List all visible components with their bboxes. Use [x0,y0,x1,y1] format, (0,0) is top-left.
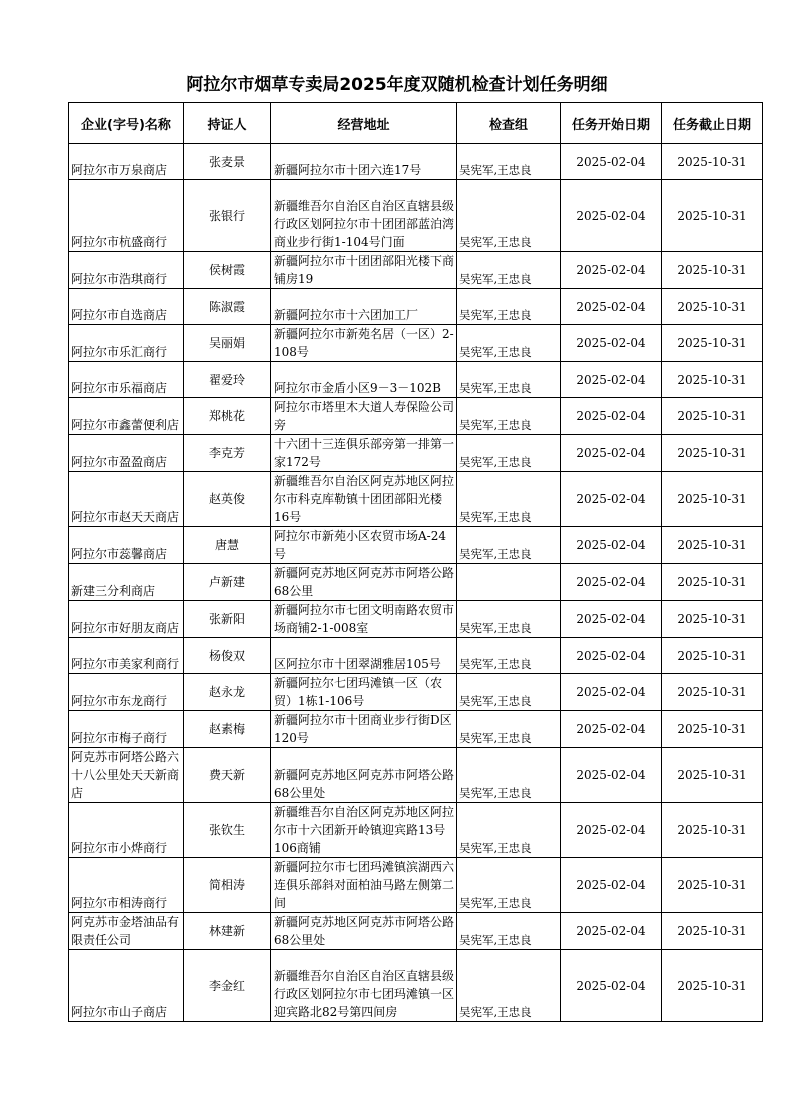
table-row [69,803,763,858]
business-address: 阿拉尔市金盾小区9－3－102B [271,362,457,398]
business-address: 新疆阿拉尔市七团文明南路农贸市场商铺2-1-008室 [271,601,457,638]
business-address: 新疆阿拉尔市十团商业步行街D区120号 [271,711,457,748]
inspection-group: 吴宪军,王忠良 [457,180,561,252]
table-row [69,289,763,325]
license-holder: 李金红 [184,950,271,1022]
company-name: 阿克苏市金塔油品有限责任公司 [69,913,184,950]
start-date: 2025-02-04 [561,527,662,564]
inspection-group: 吴宪军,王忠良 [457,398,561,435]
end-date: 2025-10-31 [662,748,763,803]
license-holder: 郑桃花 [184,398,271,435]
inspection-group: 吴宪军,王忠良 [457,252,561,289]
inspection-group: 吴宪军,王忠良 [457,601,561,638]
company-name: 阿拉尔市鑫蕾便利店 [69,398,184,435]
end-date: 2025-10-31 [662,564,763,601]
table-row [69,144,763,180]
company-name: 阿拉尔市好朋友商店 [69,601,184,638]
table-row [69,398,763,435]
business-address: 新疆阿拉尔市十团六连17号 [271,144,457,180]
business-address: 新疆维吾尔自治区自治区直辖县级行政区划阿拉尔市十团团部蓝泊湾商业步行街1-104号门面 [271,180,457,252]
company-name: 阿拉尔市相涛商行 [69,858,184,913]
license-holder: 陈淑霞 [184,289,271,325]
table-row [69,638,763,674]
business-address: 新疆维吾尔自治区自治区直辖县级行政区划阿拉尔市七团玛滩镇一区迎宾路北82号第四间房 [271,950,457,1022]
end-date: 2025-10-31 [662,803,763,858]
license-holder: 简相涛 [184,858,271,913]
company-name: 阿拉尔市赵天天商店 [69,472,184,527]
end-date: 2025-10-31 [662,711,763,748]
start-date: 2025-02-04 [561,711,662,748]
end-date: 2025-10-31 [662,913,763,950]
start-date: 2025-02-04 [561,362,662,398]
table-row [69,913,763,950]
company-name: 阿拉尔市杭盛商行 [69,180,184,252]
company-name: 新建三分利商店 [69,564,184,601]
start-date: 2025-02-04 [561,638,662,674]
inspection-group: 吴宪军,王忠良 [457,674,561,711]
inspection-group: 吴宪军,王忠良 [457,144,561,180]
license-holder: 赵英俊 [184,472,271,527]
company-name: 阿拉尔市乐福商店 [69,362,184,398]
start-date: 2025-02-04 [561,472,662,527]
start-date: 2025-02-04 [561,144,662,180]
end-date: 2025-10-31 [662,325,763,362]
table-row [69,472,763,527]
license-holder: 张麦景 [184,144,271,180]
table-row [69,435,763,472]
business-address: 新疆阿拉尔市十六团加工厂 [271,289,457,325]
company-name: 阿拉尔市东龙商行 [69,674,184,711]
start-date: 2025-02-04 [561,435,662,472]
company-name: 阿拉尔市浩琪商行 [69,252,184,289]
inspection-group: 吴宪军,王忠良 [457,803,561,858]
inspection-group: 吴宪军,王忠良 [457,748,561,803]
business-address: 阿拉尔市新苑小区农贸市场A-24号 [271,527,457,564]
end-date: 2025-10-31 [662,472,763,527]
start-date: 2025-02-04 [561,674,662,711]
table-row [69,858,763,913]
license-holder: 赵素梅 [184,711,271,748]
end-date: 2025-10-31 [662,435,763,472]
inspection-group: 吴宪军,王忠良 [457,289,561,325]
start-date: 2025-02-04 [561,252,662,289]
business-address: 新疆阿拉尔市七团玛滩镇滨湖西六连俱乐部斜对面柏油马路左侧第二间 [271,858,457,913]
company-name: 阿拉尔市美家利商行 [69,638,184,674]
table-row [69,180,763,252]
end-date: 2025-10-31 [662,601,763,638]
license-holder: 唐慧 [184,527,271,564]
header-address: 经营地址 [271,103,457,144]
business-address: 新疆阿克苏地区阿克苏市阿塔公路68公里 [271,564,457,601]
company-name: 阿拉尔市山子商店 [69,950,184,1022]
table-row [69,564,763,601]
business-address: 新疆阿克苏地区阿克苏市阿塔公路68公里处 [271,748,457,803]
inspection-plan-table [68,102,763,1022]
company-name: 阿拉尔市小烨商行 [69,803,184,858]
start-date: 2025-02-04 [561,748,662,803]
end-date: 2025-10-31 [662,858,763,913]
inspection-group: 吴宪军,王忠良 [457,858,561,913]
header-holder: 持证人 [184,103,271,144]
end-date: 2025-10-31 [662,398,763,435]
header-end-date: 任务截止日期 [662,103,763,144]
end-date: 2025-10-31 [662,362,763,398]
inspection-group: 吴宪军,王忠良 [457,527,561,564]
business-address: 新疆阿拉尔七团玛滩镇一区（农贸）1栋1-106号 [271,674,457,711]
start-date: 2025-02-04 [561,950,662,1022]
company-name: 阿拉尔市自选商店 [69,289,184,325]
company-name: 阿拉尔市蕊馨商店 [69,527,184,564]
business-address: 新疆阿拉尔市十团团部阳光楼下商铺房19 [271,252,457,289]
start-date: 2025-02-04 [561,858,662,913]
end-date: 2025-10-31 [662,950,763,1022]
start-date: 2025-02-04 [561,564,662,601]
start-date: 2025-02-04 [561,913,662,950]
business-address: 区阿拉尔市十团翠湖雅居105号 [271,638,457,674]
business-address: 新疆维吾尔自治区阿克苏地区阿拉尔市十六团新开岭镇迎宾路13号106商铺 [271,803,457,858]
business-address: 阿拉尔市塔里木大道人寿保险公司旁 [271,398,457,435]
table-row [69,950,763,1022]
company-name: 阿拉尔市梅子商行 [69,711,184,748]
inspection-group: 吴宪军,王忠良 [457,472,561,527]
start-date: 2025-02-04 [561,601,662,638]
company-name: 阿拉尔市乐汇商行 [69,325,184,362]
business-address: 新疆阿克苏地区阿克苏市阿塔公路68公里处 [271,913,457,950]
license-holder: 杨俊双 [184,638,271,674]
inspection-group [457,564,561,601]
inspection-group: 吴宪军,王忠良 [457,362,561,398]
page-title: 阿拉尔市烟草专卖局2025年度双随机检查计划任务明细 [186,75,608,95]
end-date: 2025-10-31 [662,289,763,325]
inspection-group: 吴宪军,王忠良 [457,913,561,950]
start-date: 2025-02-04 [561,803,662,858]
company-name: 阿拉尔市万泉商店 [69,144,184,180]
start-date: 2025-02-04 [561,398,662,435]
business-address: 新疆维吾尔自治区阿克苏地区阿拉尔市科克库勒镇十团团部阳光楼16号 [271,472,457,527]
license-holder: 张银行 [184,180,271,252]
table-row [69,748,763,803]
end-date: 2025-10-31 [662,527,763,564]
license-holder: 费天新 [184,748,271,803]
table-row [69,252,763,289]
business-address: 十六团十三连俱乐部旁第一排第一家172号 [271,435,457,472]
company-name: 阿拉尔市盈盈商店 [69,435,184,472]
company-name: 阿克苏市阿塔公路六十八公里处天天新商店 [69,748,184,803]
header-name: 企业(字号)名称 [69,103,184,144]
start-date: 2025-02-04 [561,289,662,325]
license-holder: 吴丽娟 [184,325,271,362]
end-date: 2025-10-31 [662,674,763,711]
end-date: 2025-10-31 [662,638,763,674]
license-holder: 李克芳 [184,435,271,472]
table-row [69,325,763,362]
start-date: 2025-02-04 [561,180,662,252]
header-group: 检查组 [457,103,561,144]
inspection-group: 吴宪军,王忠良 [457,950,561,1022]
license-holder: 张新阳 [184,601,271,638]
license-holder: 赵永龙 [184,674,271,711]
header-start-date: 任务开始日期 [561,103,662,144]
inspection-group: 吴宪军,王忠良 [457,711,561,748]
inspection-group: 吴宪军,王忠良 [457,638,561,674]
table-row [69,527,763,564]
end-date: 2025-10-31 [662,180,763,252]
inspection-group: 吴宪军,王忠良 [457,325,561,362]
start-date: 2025-02-04 [561,325,662,362]
license-holder: 侯树霞 [184,252,271,289]
business-address: 新疆阿拉尔市新苑名居（一区）2-108号 [271,325,457,362]
table-row [69,711,763,748]
license-holder: 林建新 [184,913,271,950]
end-date: 2025-10-31 [662,144,763,180]
table-header-row [69,103,763,144]
table-row [69,674,763,711]
inspection-group: 吴宪军,王忠良 [457,435,561,472]
license-holder: 卢新建 [184,564,271,601]
license-holder: 翟爱玲 [184,362,271,398]
table-row [69,362,763,398]
end-date: 2025-10-31 [662,252,763,289]
table-row [69,601,763,638]
license-holder: 张钦生 [184,803,271,858]
